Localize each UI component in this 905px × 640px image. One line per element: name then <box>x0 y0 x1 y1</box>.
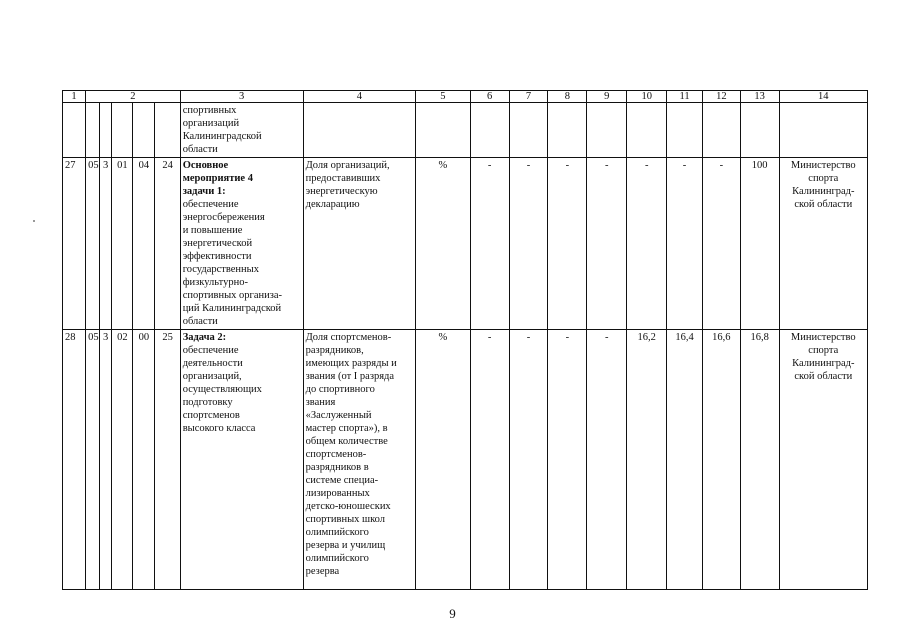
code-cell: 01 <box>112 158 133 330</box>
empty-cell <box>133 103 155 158</box>
header-cell: 12 <box>702 91 740 103</box>
value-cell: - <box>587 158 627 330</box>
code-cell: 24 <box>155 158 180 330</box>
header-cell: 9 <box>587 91 627 103</box>
unit-cell: % <box>416 158 471 330</box>
value-cell: - <box>548 158 587 330</box>
value-cell: - <box>627 158 667 330</box>
page-number: 9 <box>449 606 456 621</box>
empty-cell <box>548 103 587 158</box>
value-cell: - <box>509 330 548 590</box>
code-cell: 02 <box>112 330 133 590</box>
row-number: 27 <box>63 158 86 330</box>
indicator-text: Доля организаций, предоставивших энергетическую декларацию <box>303 158 415 330</box>
column-number-row <box>63 91 868 103</box>
code-cell: 00 <box>133 330 155 590</box>
scan-speck <box>33 220 35 222</box>
continued-description: спортивных организаций Калининградской области <box>180 103 303 158</box>
code-cell: 3 <box>99 330 112 590</box>
code-cell: 3 <box>99 158 112 330</box>
value-cell: 16,4 <box>667 330 703 590</box>
code-cell: 05 <box>86 330 100 590</box>
value-cell: - <box>470 330 509 590</box>
task-title: Задача 2: <box>182 332 227 343</box>
task-text: обеспечение деятельности организаций, осуществляющих подготовку спортсменов высокого класса <box>182 345 262 434</box>
code-cell: 04 <box>133 158 155 330</box>
value-cell: 16,2 <box>627 330 667 590</box>
measure-title: Основное мероприятие 4 задачи 1: <box>182 160 253 197</box>
measure-description <box>180 158 303 330</box>
empty-cell <box>416 103 471 158</box>
header-cell: 11 <box>667 91 703 103</box>
empty-cell <box>86 103 100 158</box>
empty-cell <box>112 103 133 158</box>
indicator-text: Доля спортсменов- разрядников, имеющих разряды и звания (от I разряда до спортивного звания «Заслуженный мастер спорта»), в общем количестве спортсменов- разрядников в системе специа- лизированных детско-юношеских спортивных школ олимпийского резерва и училищ олимпийского резерва <box>303 330 415 590</box>
task-description <box>180 330 303 590</box>
empty-cell <box>303 103 415 158</box>
header-cell: 4 <box>303 91 415 103</box>
empty-cell <box>470 103 509 158</box>
empty-cell <box>63 103 86 158</box>
indicators-table <box>62 90 868 590</box>
header-cell: 1 <box>63 91 86 103</box>
measure-text: обеспечение энергосбережения и повышение энергетической эффективности государственных физкультурно- спортивных организа- ций Калининградской области <box>182 199 283 327</box>
value-cell: 100 <box>740 158 779 330</box>
value-cell: - <box>548 330 587 590</box>
empty-cell <box>509 103 548 158</box>
table-row <box>63 330 868 590</box>
value-cell: - <box>470 158 509 330</box>
continuation-row <box>63 103 868 158</box>
header-cell: 8 <box>548 91 587 103</box>
code-cell: 25 <box>155 330 180 590</box>
empty-cell <box>155 103 180 158</box>
empty-cell <box>667 103 703 158</box>
responsible-cell: Министерство спорта Калининград- ской области <box>779 330 867 590</box>
empty-cell <box>627 103 667 158</box>
header-cell: 2 <box>86 91 181 103</box>
value-cell: - <box>702 158 740 330</box>
header-cell: 14 <box>779 91 867 103</box>
empty-cell <box>99 103 112 158</box>
value-cell: - <box>667 158 703 330</box>
header-cell: 10 <box>627 91 667 103</box>
empty-cell <box>779 103 867 158</box>
header-cell: 13 <box>740 91 779 103</box>
header-cell: 7 <box>509 91 548 103</box>
code-cell: 05 <box>86 158 100 330</box>
header-cell: 6 <box>470 91 509 103</box>
empty-cell <box>702 103 740 158</box>
value-cell: 16,6 <box>702 330 740 590</box>
table-row <box>63 158 868 330</box>
header-cell: 3 <box>180 91 303 103</box>
row-number: 28 <box>63 330 86 590</box>
unit-cell: % <box>416 330 471 590</box>
empty-cell <box>587 103 627 158</box>
value-cell: 16,8 <box>740 330 779 590</box>
header-cell: 5 <box>416 91 471 103</box>
value-cell: - <box>587 330 627 590</box>
value-cell: - <box>509 158 548 330</box>
empty-cell <box>740 103 779 158</box>
responsible-cell: Министерство спорта Калининград- ской области <box>779 158 867 330</box>
